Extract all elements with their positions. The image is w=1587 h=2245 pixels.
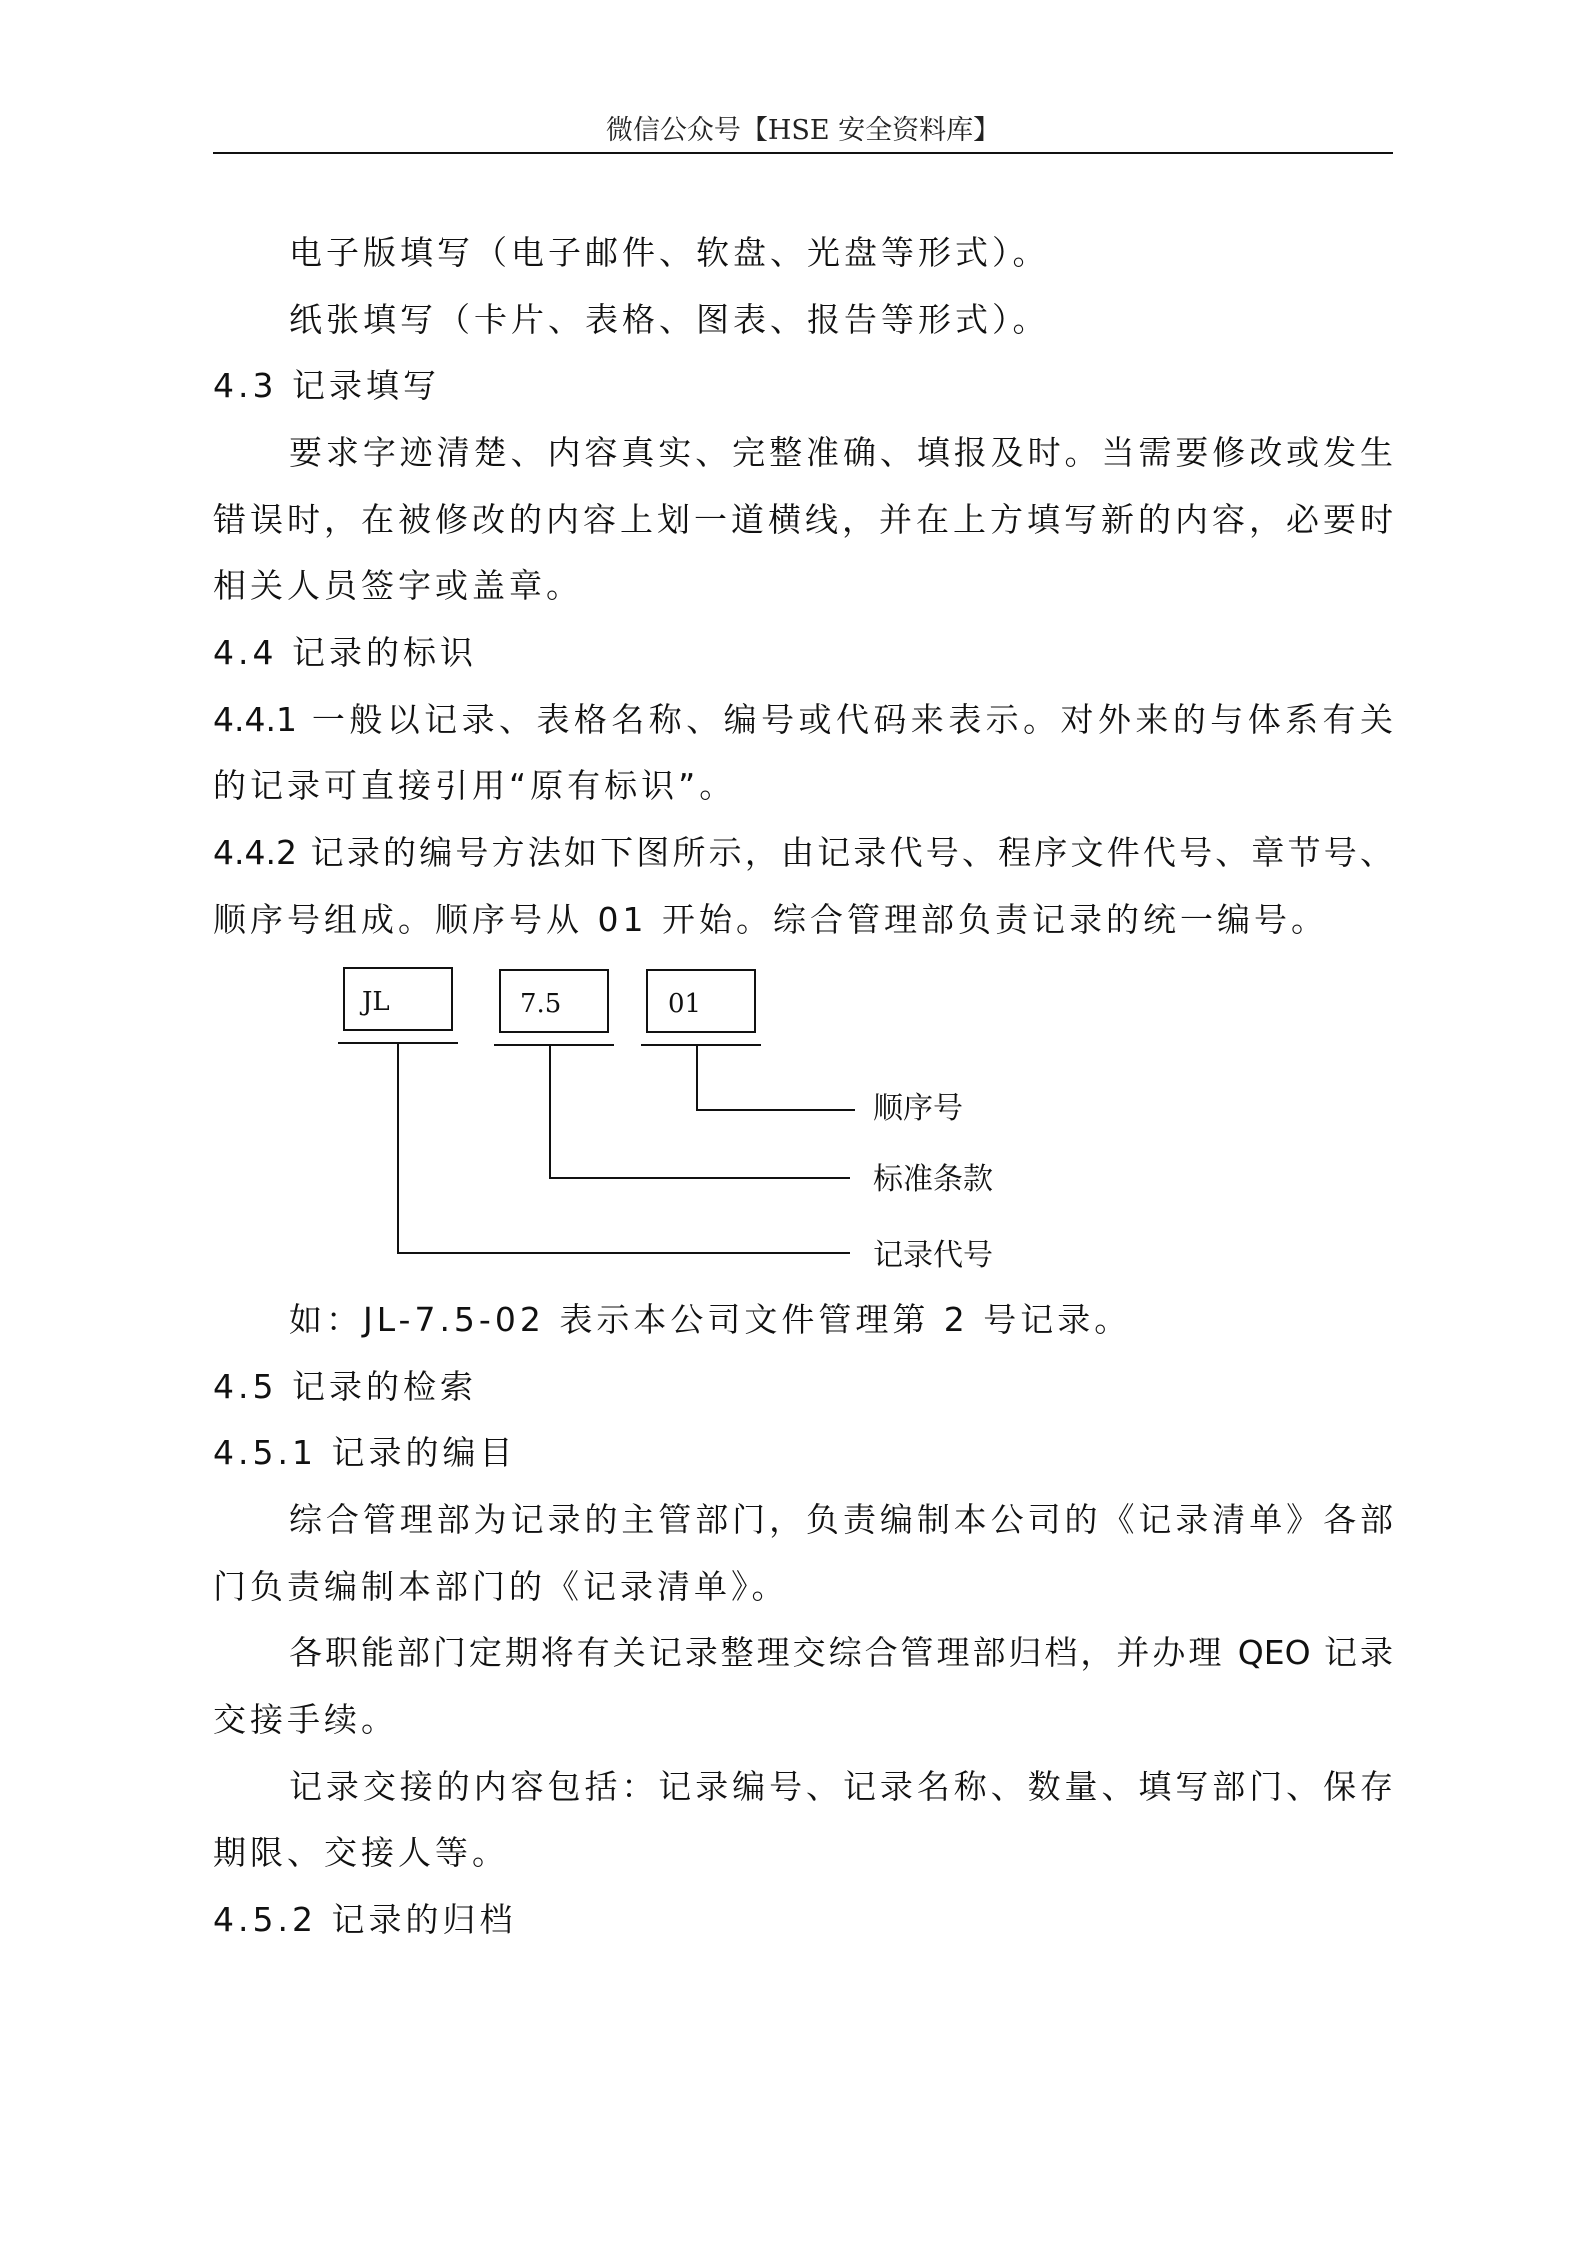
section-heading: 4.4 记录的标识 [213,633,477,672]
code-box-clause-text: 7.5 [520,989,562,1019]
section-heading: 4.3 记录填写 [213,366,440,405]
paragraph-line: 记录交接的内容包括：记录编号、记录名称、数量、填写部门、保存 [289,1767,1393,1806]
paragraph-line: 门负责编制本部门的《记录清单》。 [213,1567,789,1606]
paragraph-line: 4.4.1 一般以记录、表格名称、编号或代码来表示。对外来的与体系有关 [213,700,1393,739]
code-box-sequence [647,970,755,1032]
page-header: 微信公众号【HSE 安全资料库】 [605,115,1001,146]
label-record-code: 记录代号 [873,1238,993,1273]
paragraph-line: 交接手续。 [213,1700,398,1739]
paragraph-line: 错误时，在被修改的内容上划一道横线，并在上方填写新的内容，必要时 [213,500,1393,539]
paragraph-line: 4.4.2 记录的编号方法如下图所示，由记录代号、程序文件代号、章节号、 [213,833,1393,872]
header-rule [213,152,1393,154]
connector-record-code [398,1043,850,1253]
paragraph-line: 期限、交接人等。 [213,1833,509,1872]
connector-clause [550,1045,850,1178]
subsection-heading: 4.5.2 记录的归档 [213,1900,517,1939]
code-box-jl-text: JL [362,987,390,1017]
paragraph-line: 电子版填写（电子邮件、软盘、光盘等形式）。 [289,233,1050,272]
paragraph-line: 各职能部门定期将有关记录整理交综合管理部归档，并办理 QEO 记录 [289,1633,1393,1672]
paragraph-line: 要求字迹清楚、内容真实、完整准确、填报及时。当需要修改或发生 [289,433,1393,472]
paragraph-line: 相关人员签字或盖章。 [213,566,583,605]
code-box-sequence-text: 01 [668,989,702,1019]
label-sequence-number: 顺序号 [873,1091,963,1126]
paragraph-line: 的记录可直接引用“原有标识”。 [213,766,737,805]
subsection-heading: 4.5.1 记录的编目 [213,1433,517,1472]
code-box-clause [500,970,608,1032]
section-heading: 4.5 记录的检索 [213,1367,477,1406]
connector-sequence [697,1045,855,1110]
label-standard-clause: 标准条款 [873,1162,993,1197]
paragraph-line: 纸张填写（卡片、表格、图表、报告等形式）。 [289,300,1050,339]
code-box-jl [344,968,452,1030]
paragraph-line: 顺序号组成。顺序号从 01 开始。综合管理部负责记录的统一编号。 [213,900,1328,939]
paragraph-line: 如：JL-7.5-02 表示本公司文件管理第 2 号记录。 [289,1300,1132,1339]
paragraph-line: 综合管理部为记录的主管部门，负责编制本公司的《记录清单》各部 [289,1500,1393,1539]
